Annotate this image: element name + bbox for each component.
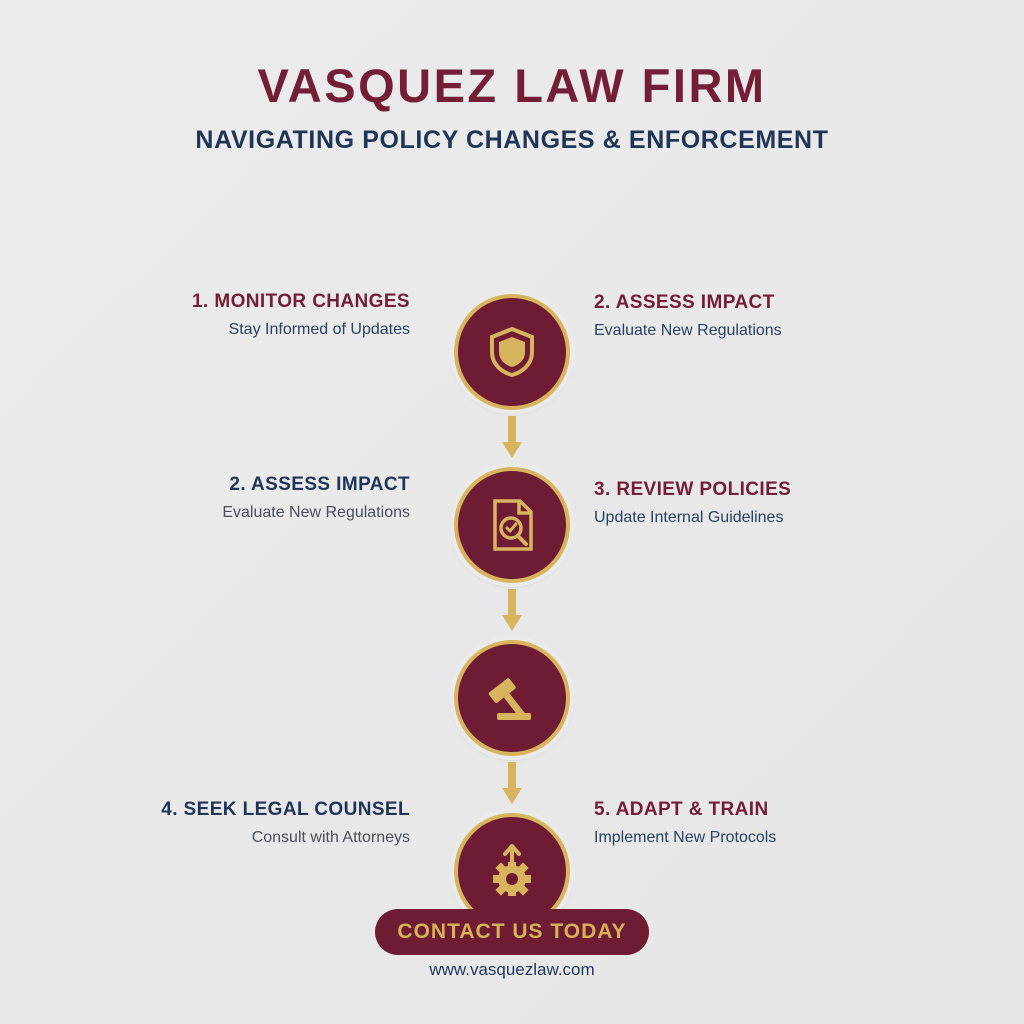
flow-arrow-3 [501,762,523,806]
step-title: 5. ADAPT & TRAIN [594,799,769,820]
website-url[interactable]: www.vasquezlaw.com [429,960,595,979]
flow-node-2 [454,467,570,583]
gear-arrow-icon [487,844,537,898]
page-subtitle: NAVIGATING POLICY CHANGES & ENFORCEMENT [195,125,829,154]
step-5 [80,799,410,847]
step-subtitle: Consult with Attorneys [251,829,410,846]
step-subtitle: Evaluate New Regulations [222,504,410,521]
step-subtitle: Implement New Protocols [594,829,777,846]
step-6 [594,799,924,847]
step-title: 3. REVIEW POLICIES [594,479,792,500]
step-title: 1. MONITOR CHANGES [192,291,410,312]
step-2 [594,292,924,340]
header [0,60,1024,155]
step-subtitle: Evaluate New Regulations [594,322,782,339]
gavel-icon [485,673,539,723]
step-title: 2. ASSESS IMPACT [594,292,775,313]
page-title: VASQUEZ LAW FIRM [257,59,767,112]
step-title: 4. SEEK LEGAL COUNSEL [161,799,410,820]
contact-us-button[interactable]: CONTACT US TODAY [375,909,649,955]
flow-node-3 [454,640,570,756]
step-3 [80,474,410,522]
flow-node-1 [454,294,570,410]
flow-arrow-2 [501,589,523,633]
step-4 [594,479,924,527]
step-title: 2. ASSESS IMPACT [229,474,410,495]
process-flow [0,236,1024,896]
step-1 [80,291,410,339]
step-subtitle: Update Internal Guidelines [594,509,784,526]
shield-icon [488,326,536,378]
document-magnifier-icon [487,498,537,552]
flow-arrow-1 [501,416,523,460]
step-subtitle: Stay Informed of Updates [228,321,410,338]
